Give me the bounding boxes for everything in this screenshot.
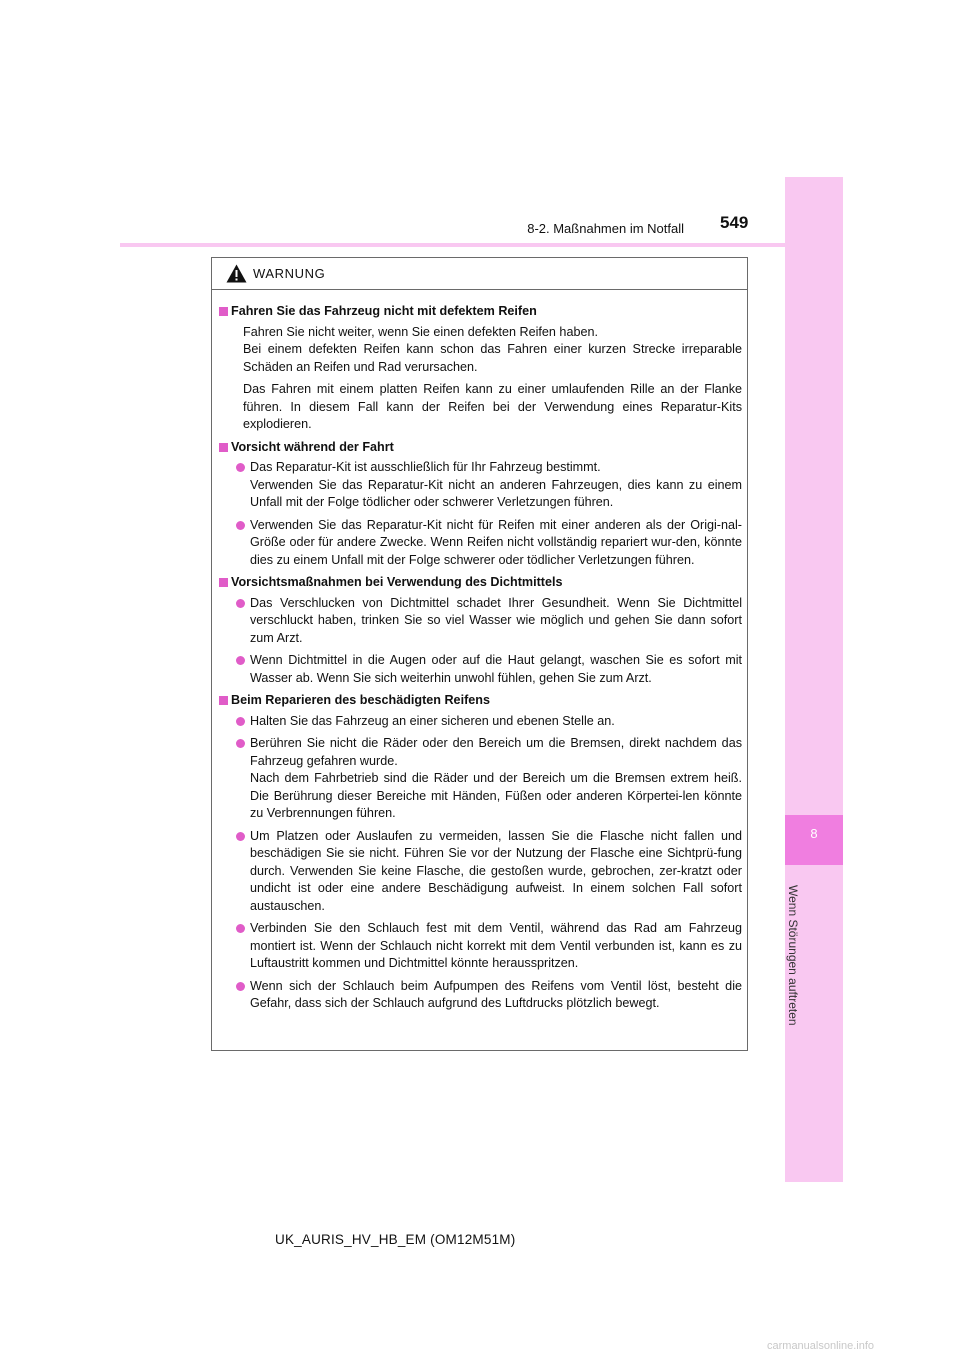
round-bullet-icon	[236, 739, 245, 748]
paragraph-text: Fahren Sie nicht weiter, wenn Sie einen defekten Reifen haben.	[243, 324, 598, 339]
round-bullet-icon	[236, 599, 245, 608]
header-rule	[120, 243, 843, 247]
warning-triangle-icon	[226, 264, 247, 283]
bullet-text: Verwenden Sie das Reparatur-Kit nicht an anderen Fahrzeugen, dies kann zu einem Unfall mit der Folge tödlicher oder schwerer Verletzungen führen.	[250, 477, 742, 509]
round-bullet-icon	[236, 982, 245, 991]
warning-section	[219, 439, 742, 570]
section-heading-text: Vorsicht während der Fahrt	[231, 439, 394, 454]
warning-section	[219, 692, 742, 1013]
section-heading-text: Beim Reparieren des beschädigten Reifens	[231, 693, 490, 707]
bullet-item	[243, 828, 742, 916]
bullet-text: Berühren Sie nicht die Räder oder den Bereich um die Bremsen, direkt nachdem das Fahrzeug gefahren wurde.	[250, 736, 742, 768]
bullet-text: Wenn sich der Schlauch beim Aufpumpen des Reifens vom Ventil löst, besteht die Gefahr, dass sich der Schlauch aufgrund des Luftdrucks plötzlich bewegt.	[250, 978, 742, 1010]
section-heading	[219, 692, 742, 710]
bullet-item	[243, 735, 742, 823]
section-heading	[219, 303, 742, 321]
page-number: 549	[720, 213, 749, 232]
warning-section	[219, 574, 742, 687]
round-bullet-icon	[236, 924, 245, 933]
section-heading-text: Fahren Sie das Fahrzeug nicht mit defektem Reifen	[231, 304, 537, 318]
warning-section	[219, 303, 742, 434]
bullet-text: Nach dem Fahrbetrieb sind die Räder und der Bereich um die Bremsen extrem heiß. Die Berührung dieser Bereiche mit Händen, Füßen oder anderen Körpertei-len könnte zu Verbrennungen führen.	[250, 771, 742, 820]
model-code: UK_AURIS_HV_HB_EM (OM12M51M)	[275, 1232, 516, 1247]
bullet-item	[243, 459, 742, 512]
round-bullet-icon	[236, 717, 245, 726]
bullet-item	[243, 920, 742, 973]
round-bullet-icon	[236, 463, 245, 472]
section-title: 8-2. Maßnahmen im Notfall	[527, 221, 684, 236]
square-bullet-icon	[219, 307, 228, 316]
paragraph-text: Bei einem defekten Reifen kann schon das Fahren einer kurzen Strecke irreparable Schäden an Reifen und Rad verursachen.	[243, 342, 742, 374]
bullet-text: Verbinden Sie den Schlauch fest mit dem Ventil, während das Rad am Fahrzeug montiert ist. Wenn der Schlauch nicht korrekt mit dem Ventil verbunden ist, kann es zu Luftaustritt kommen und Dichtmittel könnte herausspritzen.	[250, 921, 742, 970]
warning-body	[212, 290, 747, 1013]
watermark: carmanualsonline.info	[767, 1340, 875, 1352]
bullet-item	[243, 517, 742, 570]
round-bullet-icon	[236, 832, 245, 841]
chapter-title: Wenn Störungen auftreten	[786, 885, 800, 1026]
square-bullet-icon	[219, 443, 228, 452]
chapter-number: 8	[810, 826, 818, 841]
warning-label: WARNUNG	[253, 266, 326, 281]
bullet-item	[243, 978, 742, 1013]
bullet-text: Um Platzen oder Auslaufen zu vermeiden, lassen Sie die Flasche nicht fallen und beschädigen Sie sie nicht. Führen Sie vor der Nutzung der Flasche eine Sichtprü-fung durch. Verwenden Sie keine Flasche, die gestoßen wurde, gebrochen, zer-kratzt oder undicht ist oder eine andere Beschädigung aufweist. In einem solchen Fall sofort austauschen.	[250, 828, 742, 913]
paragraph-text: Das Fahren mit einem platten Reifen kann zu einer umlaufenden Rille an der Flanke führen. In diesem Fall kann der Reifen bei der Verwendung eines Reparatur-Kits explodieren.	[243, 382, 742, 431]
bullet-text: Halten Sie das Fahrzeug an einer sicheren und ebenen Stelle an.	[250, 713, 615, 728]
bullet-text: Verwenden Sie das Reparatur-Kit nicht für Reifen mit einer anderen als der Origi-nal-Größe oder für andere Zwecke. Wenn Reifen nicht vollständig repariert wur-den, könnte dies zu einem Unfall mit der Folge schwerer oder tödlicher Verletzungen führen.	[250, 517, 742, 567]
section-heading	[219, 574, 742, 592]
bullet-text: Das Verschlucken von Dichtmittel schadet Ihrer Gesundheit. Wenn Sie Dichtmittel verschluckt haben, trinken Sie so viel Wasser wie möglich und gehen Sie dann sofort zum Arzt.	[250, 595, 742, 645]
warning-header	[212, 258, 747, 290]
bullet-item	[243, 713, 742, 731]
paragraph	[243, 324, 742, 377]
round-bullet-icon	[236, 656, 245, 665]
section-heading	[219, 439, 742, 457]
square-bullet-icon	[219, 578, 228, 587]
paragraph	[243, 381, 742, 434]
square-bullet-icon	[219, 696, 228, 705]
round-bullet-icon	[236, 521, 245, 530]
bullet-text: Das Reparatur-Kit ist ausschließlich für Ihr Fahrzeug bestimmt.	[250, 460, 601, 474]
bullet-item	[243, 652, 742, 687]
bullet-text: Wenn Dichtmittel in die Augen oder auf die Haut gelangt, waschen Sie es sofort mit Wasser ab. Wenn Sie sich weiterhin unwohl fühlen, gehen Sie zum Arzt.	[250, 653, 742, 685]
warning-box	[211, 257, 748, 1051]
bullet-item	[243, 595, 742, 648]
section-heading-text: Vorsichtsmaßnahmen bei Verwendung des Dichtmittels	[231, 575, 563, 589]
